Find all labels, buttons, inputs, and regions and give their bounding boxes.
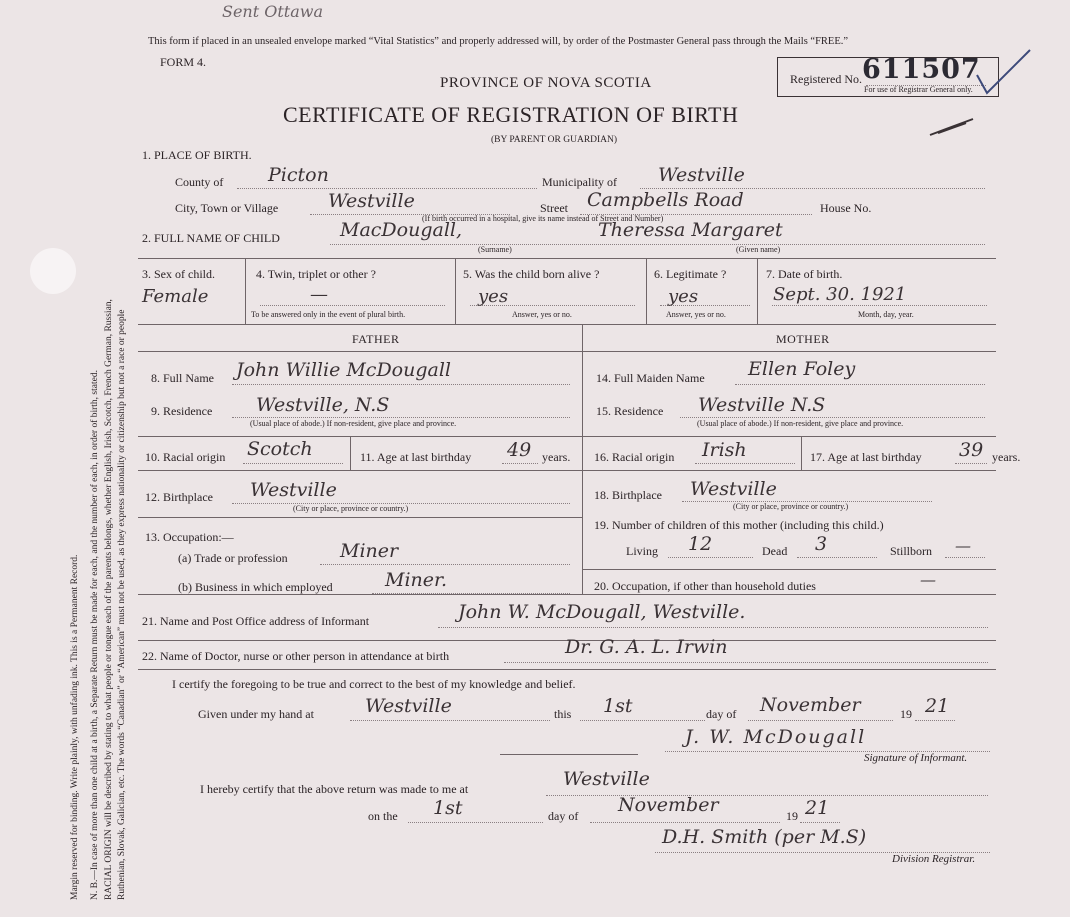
legitimate-note: Answer, yes or no. [666,310,726,319]
mother-name-label: 14. Full Maiden Name [596,371,705,385]
municipality-value: Westville [658,164,745,186]
city-value: Westville [328,190,415,212]
county-label: County of [175,175,224,189]
father-trade-label: (a) Trade or profession [178,551,288,565]
mother-birthplace-note: (City or place, province or country.) [733,502,849,511]
punch-hole [30,248,76,294]
father-age-years: years. [542,450,571,464]
mother-residence-value: Westville N.S [698,394,826,416]
given-place: Westville [365,695,452,717]
mother-residence-label: 15. Residence [596,404,664,418]
father-name-value: John Willie McDougall [236,359,452,381]
given-name-note: (Given name) [736,245,781,254]
sex-value: Female [142,286,209,307]
father-birthplace-note: (City or place, province or country.) [293,504,409,513]
registered-number: 611507 [862,54,981,85]
house-label: House No. [820,201,872,215]
registered-note: For use of Registrar General only. [864,85,973,94]
child-given-name: Theressa Margaret [598,219,783,241]
father-racial-value: Scotch [247,438,313,460]
mother-occupation-label: 20. Occupation, if other than household duties [594,579,816,593]
mother-age-value: 39 [959,439,984,461]
father-name-label: 8. Full Name [151,371,214,385]
mother-racial-label: 16. Racial origin [594,450,675,464]
registrar-year: 21 [805,797,830,819]
given-label: Given under my hand at [198,707,314,721]
child-surname: MacDougall, [340,219,463,241]
registered-label: Registered No. [790,72,862,86]
county-value: Picton [268,164,329,186]
father-residence-note: (Usual place of abode.) If non-resident, give place and province. [250,419,457,428]
doctor-value: Dr. G. A. L. Irwin [565,636,728,658]
place-of-birth-heading: 1. PLACE OF BIRTH. [142,148,252,162]
on-the-label: on the [368,809,398,823]
mother-racial-value: Irish [702,439,747,461]
mother-heading: MOTHER [776,332,830,346]
street-value: Campbells Road [587,189,744,211]
side-note-racial-1: RACIAL ORIGIN will be described by stating to what people or tongue each of the parents belongs, whether English, Irish, Scotch, French German, Russian, [104,299,114,900]
living-value: 12 [688,533,713,555]
given-year: 21 [925,695,950,717]
mother-age-years: years. [992,450,1021,464]
check-mark-icon [975,45,1035,100]
registrar-day-of-label: day of [548,809,579,823]
surname-note: (Surname) [478,245,512,254]
date-label: 7. Date of birth. [766,267,843,281]
mother-residence-note: (Usual place of abode.) If non-resident, give place and province. [697,419,904,428]
registrar-year-prefix: 19 [786,809,798,823]
child-name-label: 2. FULL NAME OF CHILD [142,231,280,245]
postal-notice: This form if placed in an unsealed envelope marked “Vital Statistics” and properly addressed will, by order of the Postmaster General pass through the Mails “FREE.” [148,36,849,47]
registrar-day: 1st [433,797,463,819]
father-birthplace-label: 12. Birthplace [145,490,213,504]
father-residence-value: Westville, N.S [256,394,390,416]
father-business-value: Miner. [385,569,448,591]
father-birthplace-value: Westville [250,479,337,501]
given-day-of-label: day of [706,707,737,721]
mother-children-label: 19. Number of children of this mother (including this child.) [594,518,884,532]
form-number: FORM 4. [160,55,207,69]
registrar-statement: I hereby certify that the above return was made to me at [200,782,469,796]
twin-value: — [310,284,328,305]
sex-label: 3. Sex of child. [142,267,215,281]
doctor-label: 22. Name of Doctor, nurse or other person in attendance at birth [142,649,450,663]
living-label: Living [626,544,658,558]
city-label: City, Town or Village [175,201,279,215]
mother-birthplace-label: 18. Birthplace [594,488,662,502]
registrar-signature: D.H. Smith (per M.S) [662,826,867,848]
father-business-label: (b) Business in which employed [178,580,333,594]
informant-signature: J. W. McDougall [685,726,867,748]
father-racial-label: 10. Racial origin [145,450,226,464]
legitimate-label: 6. Legitimate ? [654,267,727,281]
page-title: CERTIFICATE OF REGISTRATION OF BIRTH [283,102,739,127]
mother-name-value: Ellen Foley [748,358,856,380]
mother-birthplace-value: Westville [690,478,777,500]
registrar-month: November [618,794,719,816]
page-subtitle: (BY PARENT OR GUARDIAN) [491,135,618,145]
side-note-nb: N. B.—In case of more than one child at a birth, a Separate Return must be made for each, and the number of each, in order of birth, stated. [90,370,100,900]
registrar-signature-label: Division Registrar. [892,853,976,865]
stillborn-label: Stillborn [890,544,933,558]
given-year-prefix: 19 [900,707,912,721]
dead-label: Dead [762,544,788,558]
father-age-value: 49 [507,439,532,461]
given-day: 1st [603,695,633,717]
mother-age-label: 17. Age at last birthday [810,450,922,464]
side-note-racial-2: Ruthenian, Slovak, Galician, etc. The words “Canadian” or “American” must not be used, as they express nationality or citizenship but not a race or people [117,309,127,900]
side-note-margin: Margin reserved for binding. Write plainly, with unfading ink. This is a Permanent Record. [70,554,80,900]
registrar-place: Westville [563,768,650,790]
given-month: November [760,694,861,716]
stillborn-value: — [955,536,971,555]
father-trade-value: Miner [340,540,399,562]
dead-value: 3 [815,533,828,555]
handwritten-note: Sent Ottawa [222,2,323,21]
certify-statement: I certify the foregoing to be true and correct to the best of my knowledge and belief. [172,677,576,691]
alive-note: Answer, yes or no. [512,310,572,319]
father-heading: FATHER [352,332,400,346]
twin-note: To be answered only in the event of plural birth. [251,310,406,319]
province-title: PROVINCE OF NOVA SCOTIA [440,75,652,91]
municipality-label: Municipality of [542,175,617,189]
twin-label: 4. Twin, triplet or other ? [256,267,376,281]
informant-signature-label: Signature of Informant. [864,752,968,764]
date-note: Month, day, year. [858,310,914,319]
father-residence-label: 9. Residence [151,404,213,418]
mother-occupation-value: — [920,570,936,589]
father-occupation-label: 13. Occupation:— [145,530,234,544]
informant-label: 21. Name and Post Office address of Informant [142,614,370,628]
street-label: Street [540,201,568,215]
scribble-mark [928,115,978,140]
alive-label: 5. Was the child born alive ? [463,267,600,281]
date-value: Sept. 30. 1921 [773,284,907,305]
father-age-label: 11. Age at last birthday [360,450,472,464]
legitimate-value: yes [668,286,699,307]
this-label: this [554,707,572,721]
hospital-note: (If birth occurred in a hospital, give its name instead of Street and Number) [422,214,664,223]
alive-value: yes [478,286,509,307]
informant-value: John W. McDougall, Westville. [458,601,746,623]
